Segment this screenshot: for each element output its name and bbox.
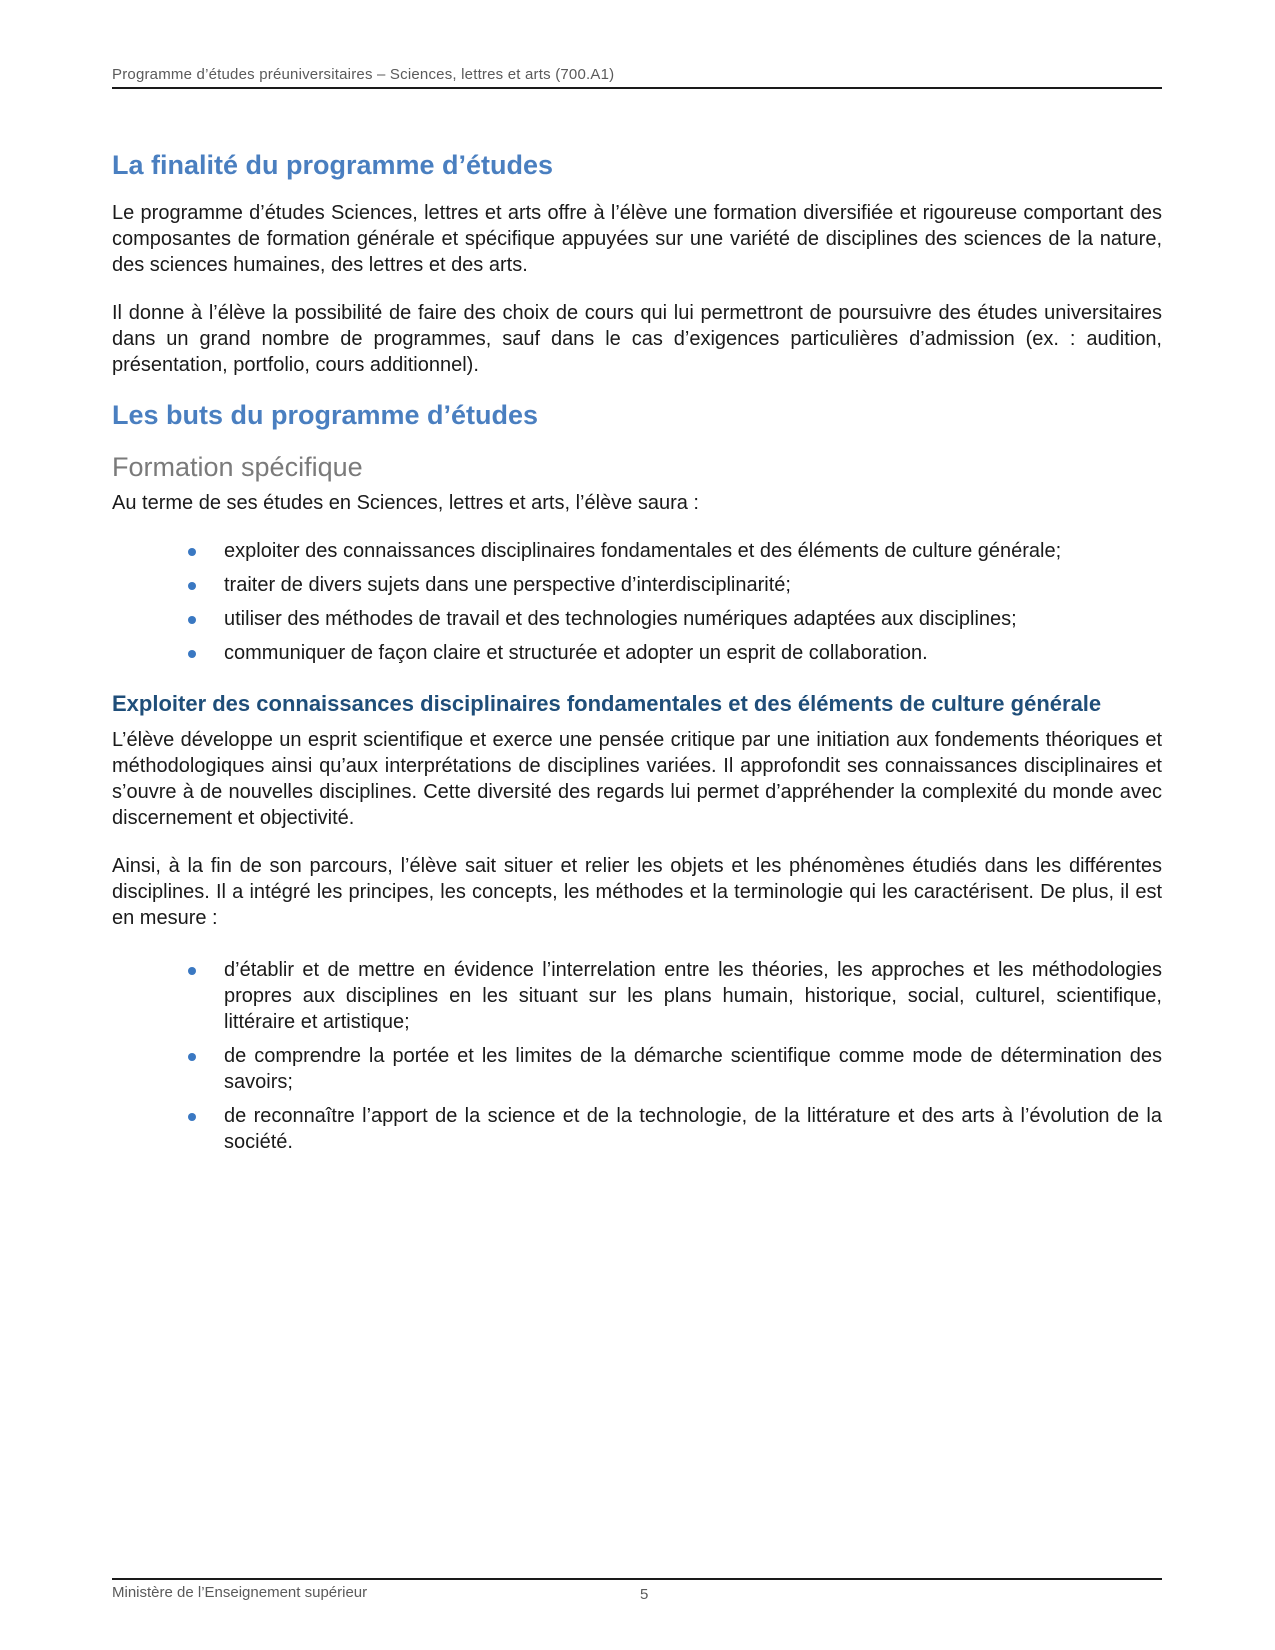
bullet-icon <box>188 582 196 590</box>
page-number: 5 <box>640 1586 649 1603</box>
goals-list <box>112 538 1162 666</box>
page-content <box>112 148 1162 1155</box>
list-item: de comprendre la portée et les limites de la démarche scientifique comme mode de détermination des savoirs; <box>224 1043 1162 1095</box>
section-title-finalite: La finalité du programme d’études <box>112 150 554 180</box>
footer-ministry: Ministère de l’Enseignement supérieur <box>112 1584 368 1601</box>
bullet-icon <box>188 650 196 658</box>
bullet-icon <box>188 967 196 975</box>
bullet-icon <box>188 616 196 624</box>
paragraph-finalite-1: Le programme d’études Sciences, lettres et arts offre à l’élève une formation diversifiée et rigoureuse comportant des composantes de formation générale et spécifique appuyées sur une variété de disciplines des sciences de la nature, des sciences humaines, des lettres et des arts. <box>112 202 1162 276</box>
competencies-list <box>112 957 1162 1155</box>
list-item: de reconnaître l’apport de la science et de la technologie, de la littérature et des arts à l’évolution de la société. <box>224 1103 1162 1155</box>
paragraph-exploiter-2: Ainsi, à la fin de son parcours, l’élève sait situer et relier les objets et les phénomènes étudiés dans les différentes disciplines. Il a intégré les principes, les concepts, les méthodes et la terminologie qui les caractérisent. De plus, il est en mesure : <box>112 855 1162 929</box>
list-item: exploiter des connaissances disciplinaires fondamentales et des éléments de culture générale; <box>224 538 1162 564</box>
paragraph-finalite-2: Il donne à l’élève la possibilité de faire des choix de cours qui lui permettront de poursuivre des études universitaires dans un grand nombre de programmes, sauf dans le cas d’exigences particulières d’admission (ex. : audition, présentation, portfolio, cours additionnel). <box>112 302 1162 376</box>
list-item: communiquer de façon claire et structurée et adopter un esprit de collaboration. <box>224 640 1162 666</box>
bullet-icon <box>188 1053 196 1061</box>
list-item: utiliser des méthodes de travail et des technologies numériques adaptées aux disciplines; <box>224 606 1162 632</box>
subsection-title-formation: Formation spécifique <box>112 452 363 482</box>
list-item: traiter de divers sujets dans une perspective d’interdisciplinarité; <box>224 572 1162 598</box>
paragraph-exploiter-1: L’élève développe un esprit scientifique et exerce une pensée critique par une initiation aux fondements théoriques et méthodologiques ainsi qu’aux interprétations de disciplines variées. Il approfondit ses connaissances disciplinaires et s’ouvre à de nouvelles disciplines. Cette diversité des regards lui permet d’appréhender la complexité du monde avec discernement et objectivité. <box>112 729 1162 829</box>
running-footer <box>112 1578 1162 1601</box>
paragraph-buts-intro: Au terme de ses études en Sciences, lettres et arts, l’élève saura : <box>112 492 699 514</box>
running-header: Programme d’études préuniversitaires – Sciences, lettres et arts (700.A1) <box>112 66 1162 89</box>
bullet-icon <box>188 548 196 556</box>
goal-heading-exploiter: Exploiter des connaissances disciplinaires fondamentales et des éléments de culture générale <box>112 691 1102 716</box>
section-title-buts: Les buts du programme d’études <box>112 400 539 430</box>
list-item: d’établir et de mettre en évidence l’interrelation entre les théories, les approches et les méthodologies propres aux disciplines en les situant sur les plans humain, historique, social, culturel, scientifique, littéraire et artistique; <box>224 957 1162 1035</box>
bullet-icon <box>188 1113 196 1121</box>
